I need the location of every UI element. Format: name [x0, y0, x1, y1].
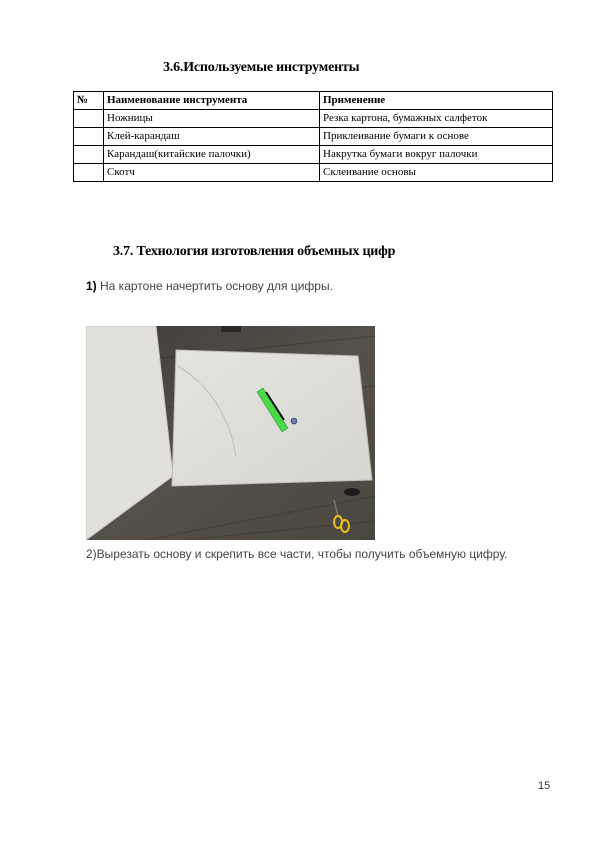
tools-table: [73, 91, 553, 182]
cell-usage: Накрутка бумаги вокруг палочки: [320, 146, 553, 164]
section-title-tools: 3.6.Используемые инструменты: [163, 60, 360, 75]
cell-name: Карандаш(китайские палочки): [104, 146, 320, 164]
step-1: [86, 279, 333, 293]
step-1-text: На картоне начертить основу для цифры.: [96, 279, 333, 293]
cardboard-photo: [86, 326, 375, 540]
sharpener-icon: [291, 418, 297, 424]
cell-name: Клей-карандаш: [104, 128, 320, 146]
dark-object: [344, 488, 360, 496]
cell-usage: Приклеивание бумаги к основе: [320, 128, 553, 146]
step-1-number: 1): [86, 279, 97, 293]
cell-number: [74, 128, 104, 146]
header-cell-number: №: [74, 92, 104, 110]
page-number: 15: [538, 780, 551, 792]
table-row: [74, 146, 553, 164]
cell-number: [74, 164, 104, 182]
cell-number: [74, 146, 104, 164]
header-cell-name: Наименование инструмента: [104, 92, 320, 110]
cell-number: [74, 110, 104, 128]
cell-name: Скотч: [104, 164, 320, 182]
main-cardboard-sheet: [172, 350, 372, 486]
table-header-row: [74, 92, 553, 110]
cell-usage: Резка картона, бумажных салфеток: [320, 110, 553, 128]
step-2: 2)Вырезать основу и скрепить все части, чтобы получить объемную цифру.: [86, 547, 508, 561]
table-row: [74, 110, 553, 128]
table-row: [74, 164, 553, 182]
table-row: [74, 128, 553, 146]
cell-name: Ножницы: [104, 110, 320, 128]
cell-usage: Склеивание основы: [320, 164, 553, 182]
top-object: [221, 326, 241, 332]
section-title-technology: 3.7. Технология изготовления объемных цифр: [113, 244, 396, 259]
header-cell-usage: Применение: [320, 92, 553, 110]
